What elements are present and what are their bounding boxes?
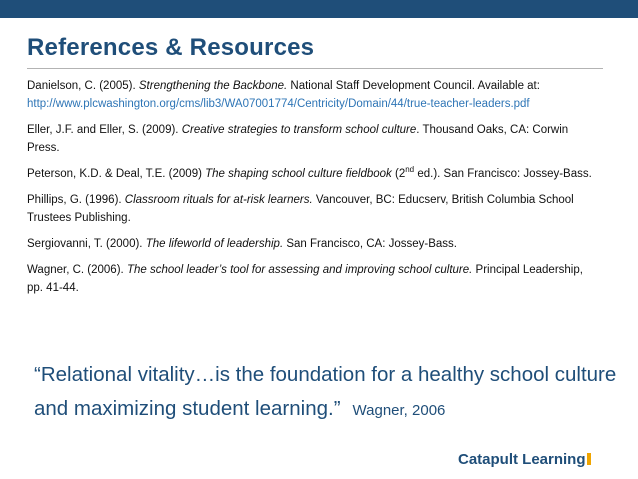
reference-publisher: Vancouver, BC: Educserv, British Columbia School Trustees Publishing.	[27, 194, 574, 224]
reference-author: Danielson, C. (2005).	[27, 80, 139, 92]
reference-publisher: . Thousand Oaks, CA: Corwin Press.	[27, 124, 569, 154]
catapult-learning-logo	[458, 451, 591, 468]
reference-work-title: Classroom rituals for at-risk learners.	[124, 194, 313, 206]
reference-item	[27, 261, 597, 297]
reference-link[interactable]: http://www.plcwashington.org/cms/lib3/WA07001774/Centricity/Domain/44/true-teacher-leaders.pdf	[27, 98, 530, 110]
reference-publisher: National Staff Development Council. Available at:	[287, 80, 540, 92]
reference-author: Sergiovanni, T. (2000).	[27, 238, 146, 250]
reference-author: Peterson, K.D. & Deal, T.E. (2009)	[27, 168, 206, 180]
reference-item	[27, 165, 597, 183]
page-title: References & Resources	[27, 34, 315, 61]
top-header-bar	[0, 0, 638, 18]
reference-item	[27, 121, 597, 157]
reference-edition: (2	[391, 168, 406, 180]
reference-publisher: San Francisco, CA: Jossey-Bass.	[283, 238, 457, 250]
logo-mark-icon	[587, 453, 591, 465]
quote-text: “Relational vitality…is the foundation for a healthy school culture and maximizing student learning.”	[34, 363, 617, 420]
reference-work-title: Strengthening the Backbone.	[138, 80, 288, 92]
reference-publisher: ed.). San Francisco: Jossey-Bass.	[414, 168, 592, 180]
reference-author: Eller, J.F. and Eller, S. (2009).	[27, 124, 182, 136]
reference-work-title: The school leader’s tool for assessing and improving school culture.	[126, 264, 473, 276]
reference-item	[27, 191, 597, 227]
reference-list	[27, 77, 597, 305]
reference-work-title: The shaping school culture fieldbook	[205, 168, 392, 180]
logo-text: Catapult Learning	[458, 451, 586, 468]
reference-work-title: Creative strategies to transform school culture	[181, 124, 417, 136]
reference-author: Phillips, G. (1996).	[27, 194, 125, 206]
reference-edition-superscript: nd	[405, 165, 415, 175]
reference-publisher: Principal Leadership, pp. 41-44.	[27, 264, 583, 294]
reference-item	[27, 77, 597, 113]
reference-item	[27, 235, 597, 253]
title-divider	[27, 68, 603, 69]
quote-attribution: Wagner, 2006	[352, 402, 446, 419]
quote-block	[34, 358, 624, 428]
reference-work-title: The lifeworld of leadership.	[145, 238, 284, 250]
reference-author: Wagner, C. (2006).	[27, 264, 127, 276]
